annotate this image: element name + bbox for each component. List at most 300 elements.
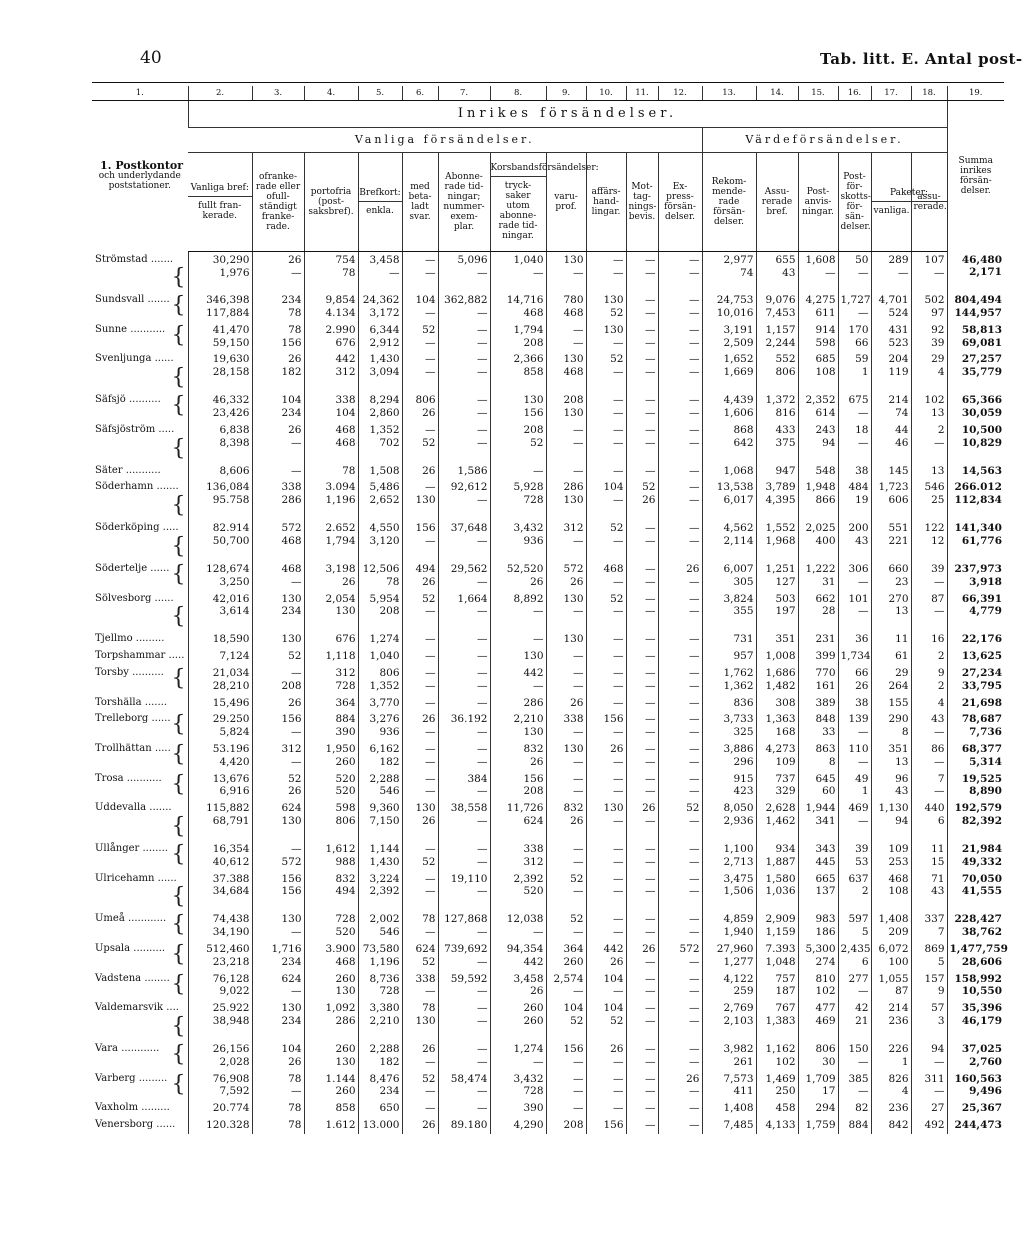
- value-cell: [546, 422, 586, 463]
- value-cell: [702, 1117, 756, 1134]
- cell-value: 848: [815, 713, 836, 726]
- value-cell: [586, 1041, 626, 1071]
- value-cell: [252, 322, 304, 352]
- cell-value: 130: [335, 985, 356, 998]
- cell-value: 338: [415, 972, 436, 985]
- cell-value: 1: [861, 785, 869, 798]
- leader-dots: ..........: [125, 394, 161, 406]
- cell-value: —: [477, 323, 488, 336]
- value-cell: [188, 971, 252, 1001]
- table-row: [92, 1000, 1004, 1041]
- column-number: 12.: [658, 86, 702, 101]
- cell-value: 26: [530, 575, 544, 588]
- cell-value: 27,960: [716, 943, 754, 955]
- cell-value: —: [645, 522, 656, 535]
- value-cell: [358, 871, 402, 912]
- cell-value: —: [613, 885, 624, 898]
- office-name: Upsala: [95, 943, 131, 954]
- value-cell: [438, 520, 490, 561]
- cell-value: 3,191: [723, 323, 754, 336]
- column-number: 6.: [402, 86, 438, 101]
- cell-value: 14,716: [506, 294, 544, 307]
- cell-value: 468: [335, 436, 356, 449]
- value-cell: [756, 479, 798, 520]
- cell-value: 21,698: [961, 696, 1002, 709]
- rekommenderade-header: Rekom-mende-rade försän-delser.: [702, 153, 756, 252]
- value-cell: [658, 1117, 702, 1134]
- cell-value: —: [573, 423, 584, 436]
- value-cell: [626, 422, 658, 463]
- value-cell: [626, 741, 658, 771]
- value-cell: [252, 971, 304, 1001]
- value-cell: [490, 252, 546, 293]
- cell-value: 548: [815, 464, 836, 477]
- cell-value: 325: [733, 726, 754, 739]
- cell-value: 983: [815, 913, 836, 926]
- cell-value: 468: [281, 563, 302, 576]
- cell-value: —: [689, 605, 700, 618]
- cell-value: 836: [733, 696, 754, 709]
- cell-value: 7,573: [723, 1072, 754, 1085]
- value-cell: [702, 971, 756, 1001]
- cell-value: 26: [422, 815, 436, 828]
- value-cell: [871, 1071, 911, 1101]
- value-cell: [402, 561, 438, 591]
- value-cell: [304, 1117, 358, 1134]
- cell-value: —: [291, 667, 302, 680]
- cell-value: —: [613, 605, 624, 618]
- leader-dots: ............: [118, 1042, 160, 1054]
- office-name: Torshälla: [95, 696, 142, 708]
- summa-cell: [947, 631, 1004, 648]
- cell-value: 112,834: [954, 494, 1002, 507]
- cell-value: —: [573, 336, 584, 349]
- leader-dots: .....: [159, 522, 179, 534]
- table-row: [92, 665, 1004, 695]
- cell-value: 286: [523, 696, 544, 709]
- value-cell: [490, 322, 546, 352]
- value-cell: [438, 631, 490, 648]
- table-row: [92, 479, 1004, 520]
- cell-value: 156: [603, 713, 624, 726]
- value-cell: [702, 941, 756, 971]
- cell-value: —: [858, 726, 869, 739]
- table-row: [92, 1071, 1004, 1101]
- value-cell: [756, 695, 798, 712]
- cell-value: 3,120: [369, 535, 400, 548]
- cell-value: —: [573, 1072, 584, 1085]
- enkla-header: [358, 153, 402, 252]
- value-cell: [586, 648, 626, 665]
- office-name: Vaxholm: [95, 1102, 139, 1114]
- cell-value: —: [858, 307, 869, 320]
- cell-value: 13,676: [212, 772, 250, 785]
- value-cell: [838, 1071, 871, 1101]
- cell-value: 2,769: [723, 1002, 754, 1015]
- cell-value: 728: [523, 494, 544, 507]
- cell-value: 5,824: [219, 726, 250, 739]
- value-cell: [304, 463, 358, 480]
- cell-value: 289: [888, 254, 909, 266]
- leader-dots: ......: [153, 1118, 176, 1130]
- cell-value: 2,288: [369, 1042, 400, 1055]
- cell-value: —: [573, 667, 584, 680]
- cell-value: —: [477, 926, 488, 939]
- cell-value: 338: [523, 843, 544, 856]
- cell-value: 250: [775, 1085, 796, 1098]
- value-cell: [871, 351, 911, 392]
- value-cell: [358, 711, 402, 741]
- value-cell: [304, 941, 358, 971]
- cell-value: 37,025: [961, 1042, 1002, 1055]
- cell-value: 78: [422, 913, 436, 926]
- cell-value: 3,224: [369, 872, 400, 885]
- value-cell: [871, 520, 911, 561]
- value-cell: [626, 351, 658, 392]
- cell-value: 160,563: [954, 1072, 1002, 1085]
- office-name: Trosa: [95, 772, 124, 784]
- value-cell: [658, 252, 702, 293]
- cell-value: 7,150: [369, 815, 400, 828]
- cell-value: 1,669: [723, 366, 754, 379]
- cell-value: 12: [931, 535, 945, 548]
- cell-value: —: [689, 755, 700, 768]
- cell-value: —: [477, 650, 488, 663]
- cell-value: 52: [422, 436, 436, 449]
- value-cell: [438, 841, 490, 871]
- leader-dots: ..........: [128, 667, 164, 679]
- cell-value: 208: [523, 423, 544, 436]
- cell-value: 5: [861, 926, 869, 939]
- cell-value: 68,791: [212, 815, 250, 828]
- cell-value: —: [573, 1055, 584, 1068]
- cell-value: 29: [895, 667, 909, 680]
- cell-value: 546: [924, 481, 945, 494]
- value-cell: [402, 911, 438, 941]
- cell-value: 1,482: [765, 679, 796, 692]
- value-cell: [188, 648, 252, 665]
- cell-value: 957: [733, 650, 754, 663]
- cell-value: 3,094: [369, 366, 400, 379]
- value-cell: [252, 1041, 304, 1071]
- cell-value: 52: [422, 855, 436, 868]
- value-cell: [871, 252, 911, 293]
- cell-value: 477: [815, 1002, 836, 1015]
- value-cell: [911, 648, 947, 665]
- cell-value: —: [645, 679, 656, 692]
- cell-value: 127,868: [444, 913, 488, 926]
- cell-value: 104: [603, 481, 624, 494]
- value-cell: [658, 771, 702, 801]
- cell-value: 308: [775, 696, 796, 709]
- value-cell: [188, 1100, 252, 1117]
- cell-value: 520: [335, 772, 356, 785]
- cell-value: —: [689, 353, 700, 366]
- cell-value: 237,973: [954, 563, 1002, 576]
- cell-value: —: [858, 1085, 869, 1098]
- value-cell: [702, 422, 756, 463]
- cell-value: —: [689, 464, 700, 477]
- cell-value: 4,550: [369, 522, 400, 535]
- cell-value: 1,506: [723, 885, 754, 898]
- cell-value: 58,474: [450, 1072, 488, 1085]
- value-cell: [490, 479, 546, 520]
- value-cell: [871, 292, 911, 322]
- vanliga-bref-label: Vanliga bref:: [188, 183, 252, 197]
- value-cell: [188, 322, 252, 352]
- cell-value: 4,395: [765, 494, 796, 507]
- summa-cell: [947, 711, 1004, 741]
- cell-value: 1,477,759: [949, 943, 1008, 955]
- cell-value: 18: [855, 423, 869, 436]
- value-cell: [546, 648, 586, 665]
- cell-value: 551: [888, 522, 909, 535]
- cell-value: 6,072: [878, 943, 909, 955]
- cell-value: 3,458: [369, 254, 400, 266]
- value-cell: [304, 695, 358, 712]
- cell-value: 469: [815, 1014, 836, 1027]
- cell-value: —: [573, 985, 584, 998]
- value-cell: [438, 422, 490, 463]
- value-cell: [402, 841, 438, 871]
- value-cell: [911, 800, 947, 841]
- value-cell: [358, 771, 402, 801]
- value-cell: [490, 771, 546, 801]
- cell-value: 2,210: [513, 713, 544, 726]
- office-name-cell: [92, 520, 188, 561]
- cell-value: —: [533, 464, 544, 477]
- cell-value: 82,392: [961, 815, 1002, 828]
- value-cell: [798, 711, 838, 741]
- cell-value: 728: [335, 679, 356, 692]
- cell-value: —: [689, 436, 700, 449]
- cell-value: 82.914: [212, 522, 250, 535]
- leader-dots: .....: [165, 650, 185, 662]
- value-cell: [252, 463, 304, 480]
- cell-value: 130: [415, 1014, 436, 1027]
- summa-cell: [947, 479, 1004, 520]
- cell-value: 40,612: [212, 855, 250, 868]
- cell-value: 120.328: [206, 1118, 250, 1131]
- leader-dots: ....: [163, 1002, 179, 1014]
- value-cell: [358, 1100, 402, 1117]
- value-cell: [798, 1071, 838, 1101]
- cell-value: 60: [822, 785, 836, 798]
- cell-value: —: [477, 855, 488, 868]
- value-cell: [358, 463, 402, 480]
- cell-value: 130: [563, 633, 584, 646]
- office-name: Varberg: [95, 1072, 136, 1084]
- office-name: Strömstad: [95, 253, 148, 265]
- cell-value: 362,882: [444, 294, 488, 307]
- cell-value: 130: [603, 323, 624, 336]
- value-cell: [358, 252, 402, 293]
- cell-value: 411: [733, 1085, 754, 1098]
- value-cell: [838, 1041, 871, 1071]
- summa-cell: [947, 591, 1004, 632]
- value-cell: [838, 351, 871, 392]
- value-cell: [798, 479, 838, 520]
- cell-value: 19: [855, 494, 869, 507]
- value-cell: [702, 711, 756, 741]
- cell-value: 739,692: [444, 943, 488, 955]
- value-cell: [402, 1041, 438, 1071]
- cell-value: 1,118: [325, 650, 356, 663]
- cell-value: 25.922: [212, 1002, 250, 1015]
- cell-value: 468: [281, 535, 302, 548]
- cell-value: 26: [288, 423, 302, 436]
- value-cell: [871, 463, 911, 480]
- cell-value: 208: [523, 785, 544, 798]
- cell-value: 10,829: [961, 436, 1002, 449]
- value-cell: [402, 292, 438, 322]
- cell-value: 208: [281, 679, 302, 692]
- cell-value: 58,813: [961, 323, 1002, 336]
- cell-value: —: [477, 436, 488, 449]
- value-cell: [188, 392, 252, 422]
- value-cell: [838, 648, 871, 665]
- value-cell: [798, 971, 838, 1001]
- value-cell: [626, 695, 658, 712]
- vanliga-header: Vanliga försändelser.: [188, 128, 702, 153]
- leader-dots: .......: [153, 481, 179, 493]
- value-cell: [402, 520, 438, 561]
- table-row: [92, 711, 1004, 741]
- cell-value: 12,038: [506, 913, 544, 926]
- cell-value: 1,586: [457, 464, 488, 477]
- value-cell: [252, 392, 304, 422]
- value-cell: [838, 1117, 871, 1134]
- value-cell: [586, 971, 626, 1001]
- cell-value: 9,022: [219, 985, 250, 998]
- cell-value: —: [573, 885, 584, 898]
- value-cell: [798, 771, 838, 801]
- cell-value: 1,363: [765, 713, 796, 726]
- cell-value: 832: [335, 872, 356, 885]
- cell-value: 306: [848, 563, 869, 576]
- value-cell: [658, 711, 702, 741]
- value-cell: [490, 520, 546, 561]
- cell-value: 266.012: [954, 481, 1002, 494]
- cell-value: 2,002: [369, 913, 400, 926]
- cell-value: 3.900: [325, 943, 356, 955]
- cell-value: 130: [563, 743, 584, 756]
- cell-value: 400: [815, 535, 836, 548]
- korsband-label: Korsbandsförsändelser:: [491, 163, 546, 177]
- value-cell: [626, 711, 658, 741]
- cell-value: —: [858, 1055, 869, 1068]
- value-cell: [188, 520, 252, 561]
- cell-value: —: [613, 815, 624, 828]
- value-cell: [658, 479, 702, 520]
- cell-value: 1,068: [723, 464, 754, 477]
- value-cell: [838, 392, 871, 422]
- leader-dots: .........: [132, 633, 165, 645]
- cell-value: 29: [931, 353, 945, 366]
- cell-value: —: [689, 535, 700, 548]
- cell-value: 4,290: [513, 1118, 544, 1131]
- cell-value: 260: [563, 955, 584, 968]
- cell-value: 10,016: [716, 307, 754, 320]
- cell-value: 50: [855, 254, 869, 266]
- cell-value: 95.758: [212, 494, 250, 507]
- cell-value: 26: [610, 1042, 624, 1055]
- cell-value: —: [934, 605, 945, 618]
- cell-value: 39: [855, 843, 869, 856]
- value-cell: [586, 771, 626, 801]
- brace-glyph: {: [171, 884, 186, 910]
- cell-value: 192,579: [954, 802, 1002, 815]
- cell-value: —: [645, 254, 656, 266]
- summa-cell: [947, 1071, 1004, 1101]
- cell-value: —: [613, 872, 624, 885]
- cell-value: 78: [422, 1002, 436, 1015]
- value-cell: [490, 695, 546, 712]
- brace-glyph: {: [171, 742, 186, 768]
- value-cell: [911, 665, 947, 695]
- cell-value: —: [573, 605, 584, 618]
- value-cell: [490, 741, 546, 771]
- cell-value: —: [425, 633, 436, 646]
- cell-value: 156: [415, 522, 436, 535]
- table-row: [92, 252, 1004, 293]
- header-row-1: [92, 101, 1004, 128]
- cell-value: 1,222: [805, 563, 836, 576]
- value-cell: [658, 631, 702, 648]
- value-cell: [490, 591, 546, 632]
- cell-value: 1,048: [765, 955, 796, 968]
- value-cell: [838, 591, 871, 632]
- value-cell: [402, 711, 438, 741]
- cell-value: —: [689, 481, 700, 494]
- cell-value: 1,157: [765, 323, 796, 336]
- postanvisningar-header: Post-anvis-ningar.: [798, 153, 838, 252]
- value-cell: [756, 1000, 798, 1041]
- cell-value: 312: [281, 743, 302, 756]
- cell-value: 1,036: [765, 885, 796, 898]
- value-cell: [358, 631, 402, 648]
- value-cell: [252, 1071, 304, 1101]
- cell-value: 9,496: [969, 1085, 1002, 1098]
- cell-value: 8,398: [219, 436, 250, 449]
- value-cell: [702, 561, 756, 591]
- value-cell: [402, 971, 438, 1001]
- cell-value: —: [573, 679, 584, 692]
- cell-value: 104: [603, 972, 624, 985]
- value-cell: [756, 1100, 798, 1117]
- summa-cell: [947, 665, 1004, 695]
- cell-value: —: [934, 726, 945, 739]
- cell-value: —: [689, 266, 700, 279]
- cell-value: —: [389, 266, 400, 279]
- cell-value: 2,574: [553, 972, 584, 985]
- leader-dots: ........: [141, 972, 170, 984]
- value-cell: [756, 1071, 798, 1101]
- column-number: 4.: [304, 86, 358, 101]
- cell-value: 431: [888, 323, 909, 336]
- cell-value: 676: [335, 633, 356, 646]
- value-cell: [838, 800, 871, 841]
- cell-value: 26: [642, 802, 656, 815]
- leader-dots: ......: [147, 563, 170, 575]
- leader-dots: .......: [144, 294, 170, 306]
- cell-value: 1,408: [878, 913, 909, 926]
- cell-value: 35,779: [961, 366, 1002, 379]
- cell-value: 767: [775, 1002, 796, 1015]
- cell-value: 65,366: [961, 394, 1002, 407]
- cell-value: 468: [563, 366, 584, 379]
- value-cell: [702, 741, 756, 771]
